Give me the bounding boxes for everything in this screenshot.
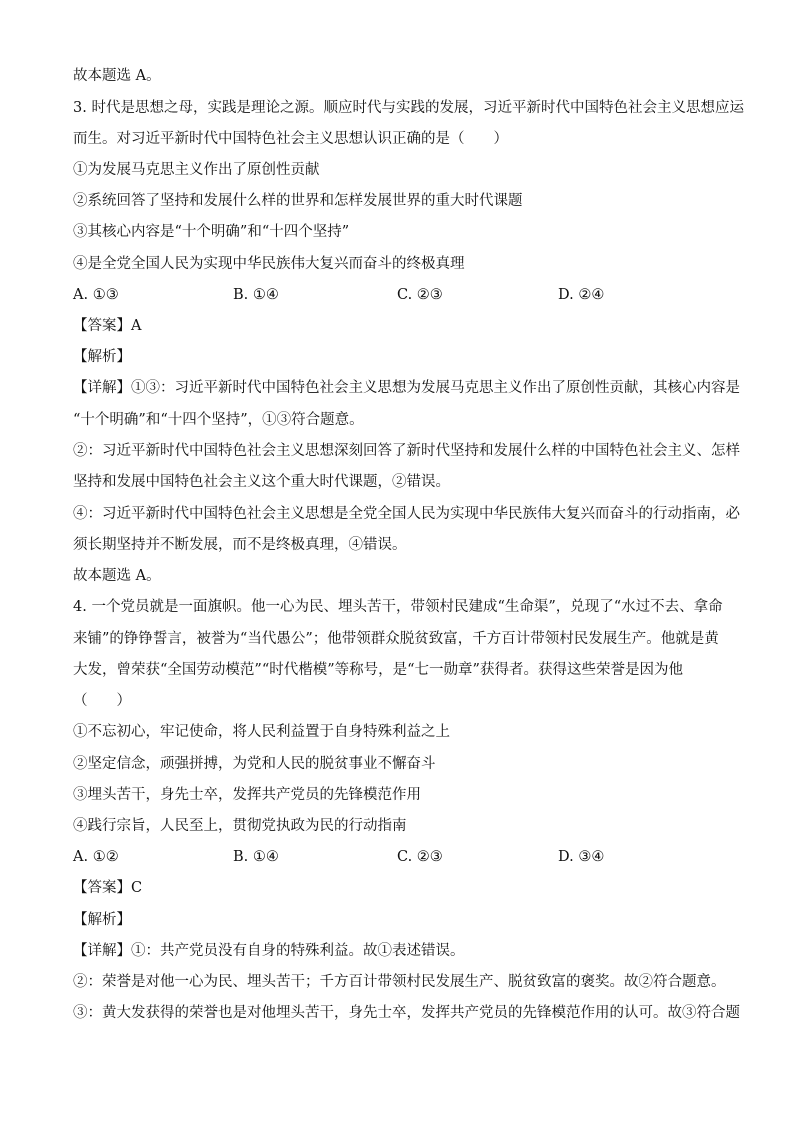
explanation-line: ②：荣誉是对他一心为民、埋头苦干；千方百计带领村民发展生产、脱贫致富的褒奖。故②符合题意。 <box>73 974 726 990</box>
explanation-line: 【详解】①：共产党员没有自身的特殊利益。故①表述错误。 <box>73 943 465 959</box>
statement-2: ②系统回答了坚持和发展什么样的世界和怎样发展世界的重大时代课题 <box>73 193 523 209</box>
answer-label: 【答案】A <box>73 318 142 334</box>
explanation-line: ④：习近平新时代中国特色社会主义思想是全党全国人民为实现中华民族伟大复兴而奋斗的行动指南，必 <box>73 506 740 522</box>
statement-4: ④践行宗旨，人民至上，贯彻党执政为民的行动指南 <box>73 818 407 834</box>
question-4-stem-cont: 大发，曾荣获“全国劳动模范”“时代楷模”等称号，是“七一勋章”获得者。获得这些荣誉是因为他 <box>73 662 683 678</box>
q3-option-b: B. ①④ <box>233 287 279 303</box>
question-3-stem: 3. 时代是思想之母，实践是理论之源。顺应时代与实践的发展，习近平新时代中国特色社会主义思想应运 <box>73 100 744 116</box>
q4-option-d: D. ③④ <box>558 849 605 865</box>
answer-label: 【答案】C <box>73 880 143 896</box>
statement-1: ①不忘初心，牢记使命，将人民利益置于自身特殊利益之上 <box>73 724 450 740</box>
question-4-blank: （ ） <box>73 693 131 709</box>
statement-3: ③其核心内容是“十个明确”和“十四个坚持” <box>73 224 350 240</box>
q3-option-a: A. ①③ <box>73 287 119 303</box>
q4-option-b: B. ①④ <box>233 849 279 865</box>
explanation-line: 【详解】①③：习近平新时代中国特色社会主义思想为发展马克思主义作出了原创性贡献，其核心内容是 <box>73 380 740 396</box>
q4-option-a: A. ①② <box>73 849 119 865</box>
statement-4: ④是全党全国人民为实现中华民族伟大复兴而奋斗的终极真理 <box>73 256 465 272</box>
text-line: 故本题选 A。 <box>73 68 161 84</box>
statement-2: ②坚定信念，顽强拼搏，为党和人民的脱贫事业不懈奋斗 <box>73 756 436 772</box>
statement-1: ①为发展马克思主义作出了原创性贡献 <box>73 162 320 178</box>
explanation-line: 坚持和发展中国特色社会主义这个重大时代课题，②错误。 <box>73 474 450 490</box>
explanation-line: ②：习近平新时代中国特色社会主义思想深刻回答了新时代坚持和发展什么样的中国特色社会主义、怎样 <box>73 443 740 459</box>
question-4-stem-cont: 来铺”的铮铮誓言，被誉为“当代愚公”；他带领群众脱贫致富，千方百计带领村民发展生产。他就是黄 <box>73 631 719 647</box>
explanation-line: 须长期坚持并不断发展，而不是终极真理，④错误。 <box>73 537 407 553</box>
q4-option-c: C. ②③ <box>397 849 443 865</box>
explanation-line: ③：黄大发获得的荣誉也是对他埋头苦干，身先士卒，发挥共产党员的先锋模范作用的认可。故③符合题 <box>73 1005 740 1021</box>
conclusion-line: 故本题选 A。 <box>73 568 161 584</box>
q3-option-d: D. ②④ <box>558 287 605 303</box>
statement-3: ③埋头苦干，身先士卒，发挥共产党员的先锋模范作用 <box>73 787 421 803</box>
analysis-label: 【解析】 <box>73 349 131 365</box>
analysis-label: 【解析】 <box>73 912 131 928</box>
explanation-line: “十个明确”和“十四个坚持”，①③符合题意。 <box>73 412 364 428</box>
question-3-stem-cont: 而生。对习近平新时代中国特色社会主义思想认识正确的是（ ） <box>73 131 508 147</box>
q3-option-c: C. ②③ <box>397 287 443 303</box>
question-4-stem: 4. 一个党员就是一面旗帜。他一心为民、埋头苦干，带领村民建成“生命渠”，兑现了“水过不去、拿命 <box>73 599 723 615</box>
